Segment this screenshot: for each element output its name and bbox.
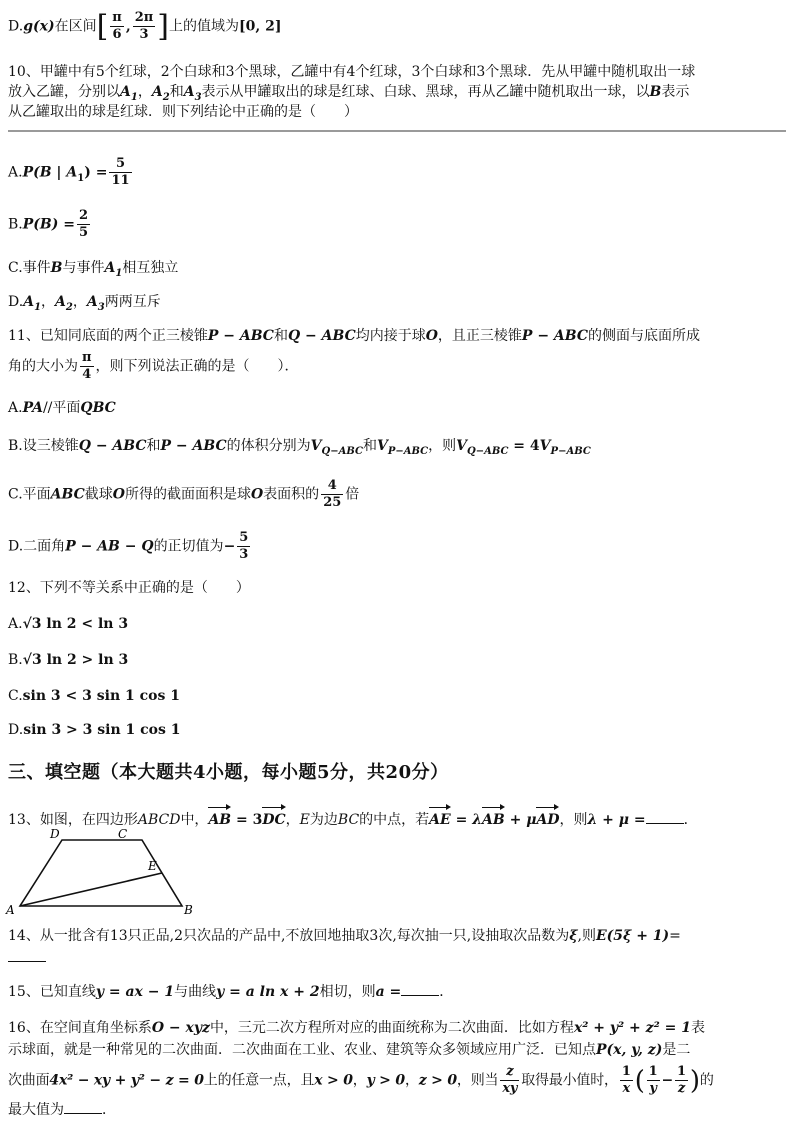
answer-blank [64,1101,102,1114]
label-c: C [118,827,128,841]
q11-option-a: A.PA//平面QBC [8,400,116,416]
label-b: B [184,903,193,916]
q10-option-c: C.事件B与事件$A_1$相互独立 [8,260,179,279]
segment-ae [20,873,162,906]
q10-stem-line1: 10、甲罐中有5个红球，2个白球和3个黑球，乙罐中有4个红球，3个白球和3个黑球．先从甲罐中随机取出一球 [8,64,696,80]
q13-quadrilateral-figure [4,826,204,916]
answer-blank [401,983,439,996]
q15-stem: 15、已知直线y = ax − 1与曲线y = a ln x + 2相切，则a = ． [8,984,454,1000]
q12-option-a: A.√3 ln 2 < ln 3 [8,616,129,632]
q12-option-c: C.sin 3 < 3 sin 1 cos 1 [8,688,180,704]
q14-stem: 14、从一批含有13只正品,2只次品的产品中,不放回地抽取3次,每次抽一只,设抽取次品数为ξ,则E(5ξ + 1)= [8,928,681,944]
q11-option-b: B.设三棱锥Q − ABC和P − ABC的体积分别为$V_{Q-ABC}$和$V_{P-ABC}$，则$V_{Q-ABC} = 4V_{P-ABC}$ [8,438,591,457]
q12-stem: 12、下列不等关系中正确的是（ ） [8,580,250,596]
q13-stem: 13、如图，在四边形ABCD中，AB = 3DC，E为边BC的中点，若AE = λAB + μAD，则λ + μ = ． [8,812,698,828]
q11-stem-line1: 11、已知同底面的两个正三棱锥P − ABC和Q − ABC均内接于球O，且正三棱锥P − ABC的侧面与底面所成 [8,328,701,344]
q16-line1: 16、在空间直角坐标系O − xyz中，三元二次方程所对应的曲面统称为二次曲面．比如方程x² + y² + z² = 1表 [8,1020,705,1036]
q11-option-d: D.二面角P − AB − Q的正切值为− $\frac{5}{3}$ [8,530,249,562]
q11-option-c: C.平面ABC截球O所得的截面面积是球O表面积的 $\frac{4}{25}$ 倍 [8,478,360,510]
q12-option-b: B.√3 ln 2 > ln 3 [8,652,129,668]
q12-option-d: D.sin 3 > 3 sin 1 cos 1 [8,722,181,738]
q16-line4: 最大值为 ． [8,1102,116,1118]
divider [8,130,786,132]
q10-stem-line3: 从乙罐取出的球是红球．则下列结论中正确的是（ ） [8,104,358,120]
q16-line3: 次曲面4x² − xy + y² − z = 0上的任意一点，且x > 0，y > 0，z > 0，则当 $\frac{z}{xy}$ 取得最小值时， $\frac{1}{x}$ ( $\frac{1}{y}$ − $\frac{1}{z}$ )的 [8,1064,714,1096]
quadrilateral-abcd [20,840,182,906]
section-heading: 三、填空题（本大题共4小题，每小题5分，共20分） [8,762,449,783]
answer-blank [646,811,684,824]
label-d: D [50,827,60,841]
answer-blank [8,949,46,962]
q10-stem-line2: 放入乙罐，分别以$A_1$，$A_2$和$A_3$表示从甲罐取出的球是红球、白球、黑球，再从乙罐中随机取出一球，以B表示 [8,84,690,103]
q11-stem-line2: 角的大小为 $\frac{\pi}{4}$ ，则下列说法正确的是（ ）． [8,350,299,382]
label-e: E [148,859,157,873]
q10-option-a: A.P(B | $A_1$) = $\frac{5}{11}$ [8,156,130,188]
q16-line2: 示球面，就是一种常见的二次曲面．二次曲面在工业、农业、建筑等众多领域应用广泛．已知点P(x, y, z)是二 [8,1042,691,1058]
q9-option-d: D.g(x)在区间[ $\frac{\pi}{6}$ , $\frac{2\pi}{3}$ ]上的值域为[0, 2] [8,8,282,44]
q10-option-d: $D.A_1$，$A_2$，$A_3$两两互斥 [8,294,161,313]
label-a: A [6,903,15,916]
q10-option-b: B.P(B) = $\frac{2}{5}$ [8,208,89,240]
